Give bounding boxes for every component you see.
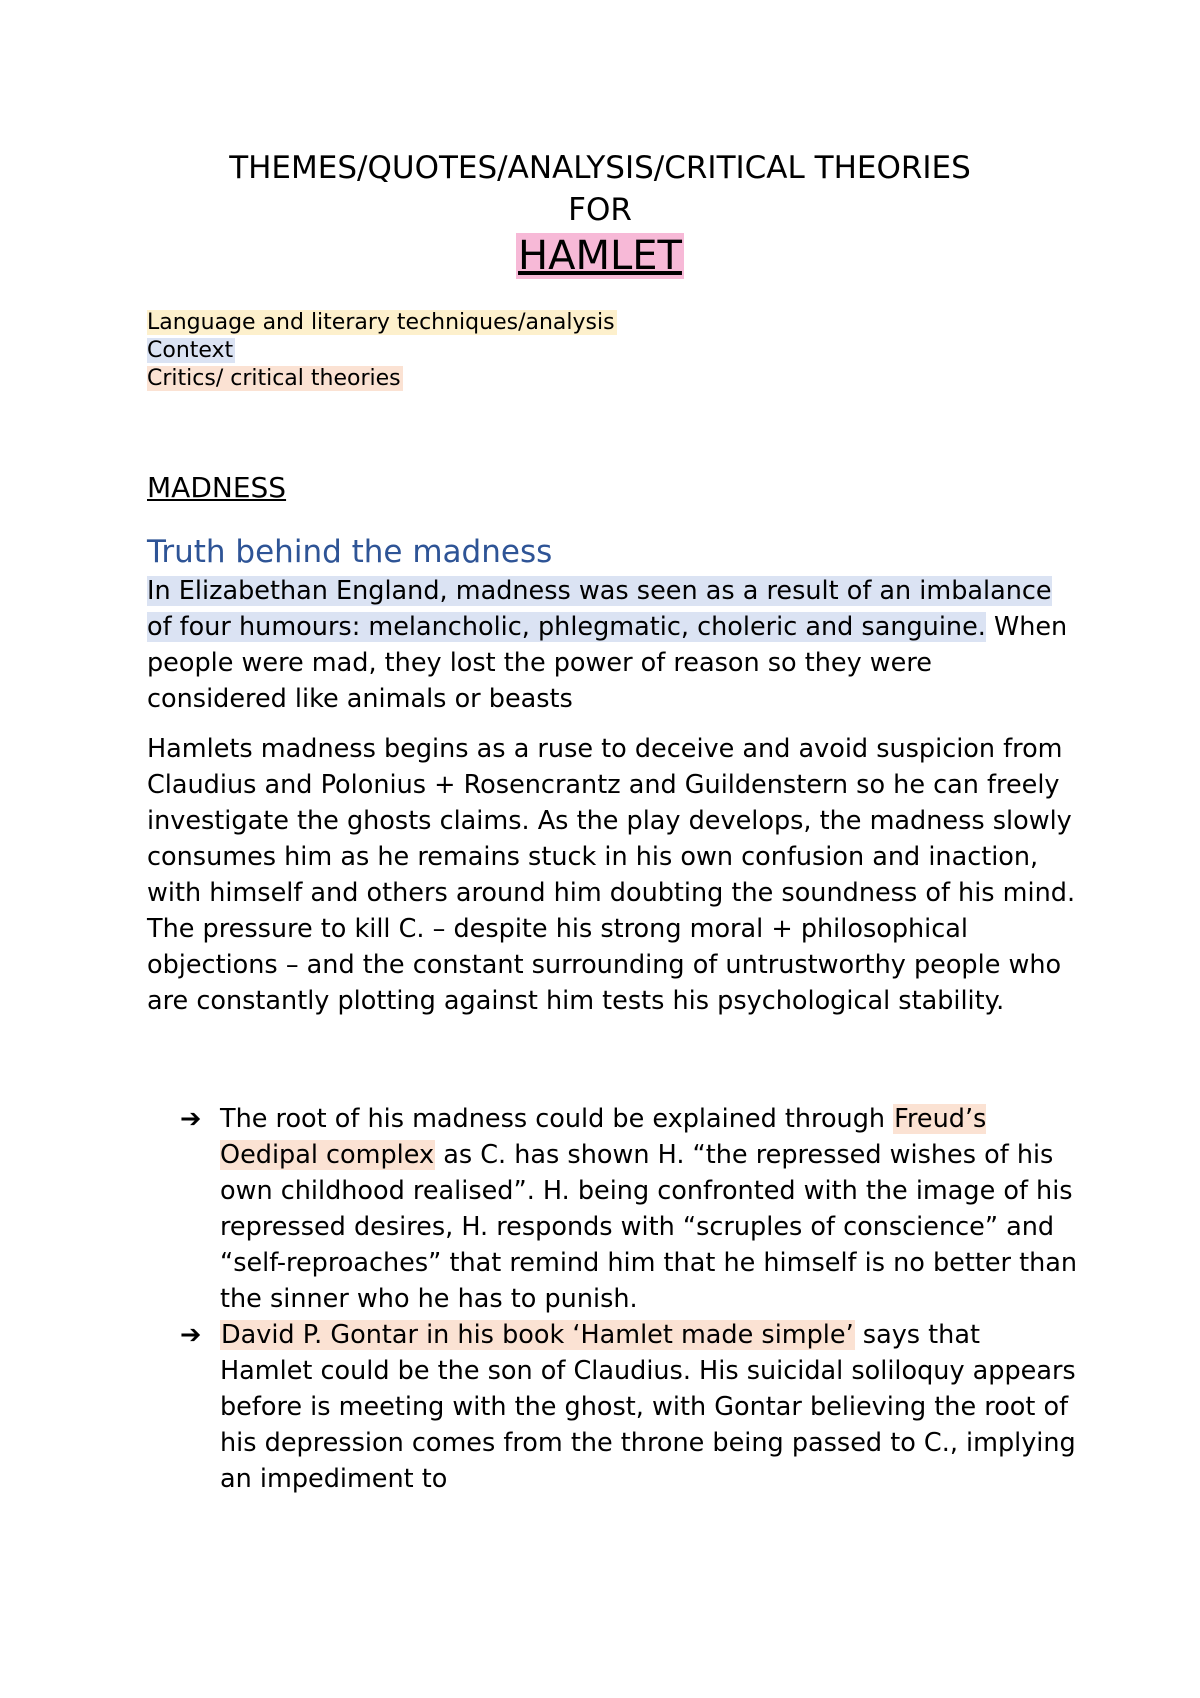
bullet-text-before: The root of his madness could be explained through bbox=[220, 1104, 894, 1134]
document-title-line-1: THEMES/QUOTES/ANALYSIS/CRITICAL THEORIES bbox=[229, 150, 971, 186]
paragraph-text: When people were mad, they lost the power of reason so they were considered like animals or beasts bbox=[147, 612, 1068, 714]
document-title-line-2: FOR bbox=[568, 192, 632, 228]
paragraph-context bbox=[147, 573, 1077, 717]
context-highlight: In Elizabethan England, madness was seen as a result of an imbalance of four humours: melancholic, phlegmatic, choleric and sanguine. bbox=[147, 576, 1052, 642]
arrow-bullet-icon: ➔ bbox=[180, 1104, 202, 1134]
bullet-text-after: says that Hamlet could be the son of Claudius. His suicidal soliloquy appears before is meeting with the ghost, with Gontar believing the root of his depression comes from the throne being passed to C., implying an impediment to bbox=[220, 1320, 1076, 1494]
color-legend bbox=[147, 309, 617, 393]
document-subject bbox=[0, 232, 1200, 288]
subheading: Truth behind the madness bbox=[147, 534, 553, 570]
legend-language: Language and literary techniques/analysis bbox=[147, 310, 615, 335]
paragraph-analysis: Hamlets madness begins as a ruse to deceive and avoid suspicion from Claudius and Polonius + Rosencrantz and Guildenstern so he can freely investigate the ghosts claims. As the play develops, the madness slowly consumes him as he remains stuck in his own confusion and inaction, with himself and others around him doubting the soundness of his mind. The pressure to kill C. – despite his strong moral + philosophical objections – and the constant surrounding of untrustworthy people who are constantly plotting against him tests his psychological stability. bbox=[147, 734, 1076, 1016]
section-heading: MADNESS bbox=[147, 471, 287, 504]
critic-highlight: Freud’s Oedipal complex bbox=[220, 1104, 987, 1170]
bullet-text-after: as C. has shown H. “the repressed wishes of his own childhood realised”. H. being confronted with the image of his repressed desires, H. responds with “scruples of conscience” and “self-reproaches” that remind him that he himself is no better than the sinner who he has to punish. bbox=[220, 1140, 1078, 1314]
legend-critics: Critics/ critical theories bbox=[147, 366, 401, 391]
arrow-bullet-icon: ➔ bbox=[180, 1320, 202, 1350]
legend-context: Context bbox=[147, 338, 234, 363]
list-item bbox=[180, 1317, 1080, 1497]
list-item bbox=[180, 1101, 1080, 1317]
hamlet-highlight: HAMLET bbox=[518, 233, 682, 279]
critic-highlight: David P. Gontar in his book ‘Hamlet made simple’ bbox=[221, 1320, 854, 1350]
bullet-list bbox=[180, 1101, 1080, 1497]
